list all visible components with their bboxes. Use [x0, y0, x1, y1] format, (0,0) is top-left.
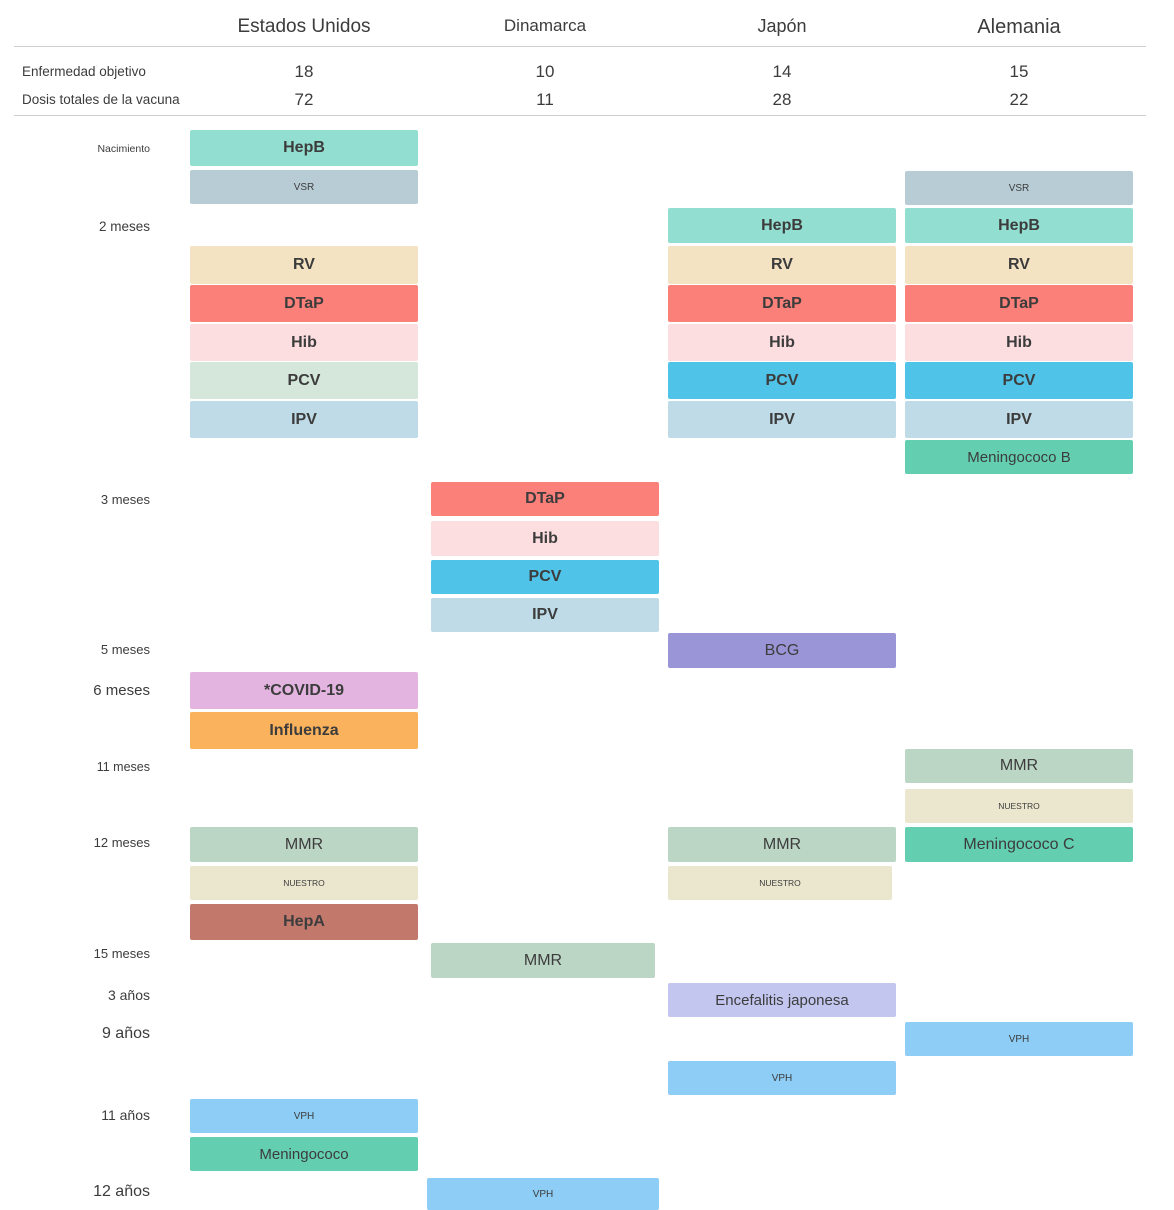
vaccine-bar-us-ipv[interactable]	[190, 401, 418, 438]
vaccine-bar-label: Influenza	[269, 721, 339, 739]
vaccine-bar-jp-pcv[interactable]	[668, 362, 896, 399]
vaccine-bar-label: VPH	[532, 1188, 554, 1200]
age-label-4: 5 meses	[100, 642, 150, 657]
vaccine-bar-jp-ipv[interactable]	[668, 401, 896, 438]
vaccine-bar-label: Encefalitis japonesa	[715, 991, 849, 1009]
vaccine-bar-label: MMR	[762, 835, 802, 853]
summary-value: 15	[1009, 62, 1029, 81]
vaccine-bar-dk-vph[interactable]	[427, 1178, 659, 1210]
vaccine-bar-de-rv[interactable]	[905, 246, 1133, 284]
vaccine-bar-label: DTaP	[284, 294, 324, 312]
age-label-6: 11 meses	[96, 760, 150, 774]
vaccine-bar-label: Meningococo C	[963, 835, 1075, 853]
vaccine-bar-label: DTaP	[999, 294, 1039, 312]
vaccine-bar-us-dtap[interactable]	[190, 285, 418, 322]
vaccine-bar-jp-rv[interactable]	[668, 246, 896, 284]
vaccine-bar-us-pcv[interactable]	[190, 362, 418, 399]
vaccine-bar-de-mmr[interactable]	[905, 749, 1133, 783]
vaccine-bar-jp-mmr[interactable]	[668, 827, 896, 862]
vaccine-bar-label: Hib	[291, 333, 317, 351]
country-header-3: Japón	[757, 16, 807, 36]
vaccine-bar-label: RV	[293, 256, 315, 273]
vaccine-bar-us-vph[interactable]	[190, 1099, 418, 1133]
vaccine-bar-label: HepB	[761, 216, 803, 234]
age-label-10: 9 años	[101, 1025, 150, 1042]
vaccine-bar-label: VPH	[293, 1110, 315, 1122]
vaccine-bar-label: IPV	[769, 410, 795, 428]
vaccine-bar-us-vsr[interactable]	[190, 170, 418, 204]
vaccine-bar-jp-hib[interactable]	[668, 324, 896, 361]
vaccine-bar-label: MMR	[999, 757, 1039, 774]
summary-value: 22	[1009, 90, 1029, 109]
age-label-1: Nacimiento	[97, 143, 150, 155]
vaccine-bar-label: PCV	[528, 568, 562, 585]
vaccine-bar-label: VSR	[1008, 182, 1030, 194]
summary-value: 72	[294, 90, 314, 109]
summary-value: 18	[294, 62, 314, 81]
vaccine-bar-de-pcv[interactable]	[905, 362, 1133, 399]
age-label-11: 11 años	[101, 1107, 150, 1123]
vaccine-bar-label: HepB	[998, 216, 1040, 234]
vaccine-bar-dk-dtap[interactable]	[431, 482, 659, 516]
summary-value: 14	[772, 62, 792, 81]
vaccine-bar-dk-pcv[interactable]	[431, 560, 659, 594]
vaccine-bar-us-hepb[interactable]	[190, 130, 418, 166]
vaccine-bar-de-vph[interactable]	[905, 1022, 1133, 1056]
vaccine-bar-us-hib[interactable]	[190, 324, 418, 361]
vaccine-bar-jp-vph[interactable]	[668, 1061, 896, 1095]
vaccine-bar-label: IPV	[291, 410, 317, 428]
vaccine-bar-de-vsr[interactable]	[905, 171, 1133, 205]
vaccine-bar-jp-encefalitis[interactable]	[668, 983, 896, 1017]
vaccine-bar-label: RV	[1008, 256, 1030, 273]
summary-row-label: Dosis totales de la vacuna	[22, 92, 180, 107]
vaccine-bar-label: Hib	[532, 529, 558, 547]
age-label-9: 3 años	[107, 987, 150, 1003]
summary-value: 11	[536, 90, 554, 109]
vaccine-bar-label: Hib	[1006, 333, 1032, 351]
vaccine-bar-label: PCV	[1002, 371, 1036, 389]
summary-row-label: Enfermedad objetivo	[22, 64, 146, 79]
vaccine-bar-de-hib[interactable]	[905, 324, 1133, 361]
country-header-2: Dinamarca	[503, 16, 587, 35]
age-label-3: 3 meses	[100, 492, 150, 507]
age-label-12: 12 años	[93, 1183, 150, 1200]
vaccine-bar-jp-hepb[interactable]	[668, 208, 896, 243]
vaccine-bar-label: IPV	[1006, 410, 1032, 428]
vaccine-bar-de-meningococo-b[interactable]	[905, 440, 1133, 474]
vaccine-bar-label: Meningococo B	[967, 448, 1071, 466]
age-label-8: 15 meses	[93, 946, 150, 961]
vaccine-bar-de-nuestro[interactable]	[905, 789, 1133, 823]
vaccine-bar-us-covid19[interactable]	[190, 672, 418, 709]
country-header	[0, 8, 1174, 44]
vaccine-bar-label: NUESTRO	[759, 878, 801, 888]
summary-value: 28	[772, 90, 792, 109]
vaccine-bar-label: VPH	[1008, 1033, 1030, 1045]
vaccine-bar-label: NUESTRO	[998, 801, 1040, 811]
vaccine-bar-label: NUESTRO	[283, 878, 325, 888]
vaccine-bar-label: VSR	[293, 181, 315, 193]
vaccine-bar-us-mmr[interactable]	[190, 827, 418, 862]
vaccine-bar-label: MMR	[284, 835, 324, 853]
vaccine-bar-jp-dtap[interactable]	[668, 285, 896, 322]
vaccine-bar-us-meningococo[interactable]	[190, 1137, 418, 1171]
vaccine-bar-us-hepa[interactable]	[190, 904, 418, 940]
vaccine-bar-label: Hib	[769, 333, 795, 351]
vaccine-bar-us-rv[interactable]	[190, 246, 418, 284]
vaccine-bar-de-meningococo-c[interactable]	[905, 827, 1133, 862]
vaccine-bar-de-ipv[interactable]	[905, 401, 1133, 438]
vaccine-bar-jp-bcg[interactable]	[668, 633, 896, 668]
country-header-1: Estados Unidos	[237, 16, 371, 37]
vaccine-bar-label: *COVID-19	[263, 681, 345, 699]
vaccine-bar-label: MMR	[523, 951, 563, 969]
vaccine-bar-label: DTaP	[762, 294, 802, 312]
vaccine-bar-de-dtap[interactable]	[905, 285, 1133, 322]
vaccine-bar-label: PCV	[765, 371, 799, 389]
header-divider-top	[14, 46, 1146, 47]
vaccine-bar-label: IPV	[532, 606, 558, 623]
country-header-4: Alemania	[977, 16, 1061, 38]
vaccine-bar-label: PCV	[287, 371, 321, 389]
vaccine-bar-dk-hib[interactable]	[431, 521, 659, 556]
vaccine-bar-label: DTaP	[525, 490, 565, 507]
vaccine-bar-de-hepb[interactable]	[905, 208, 1133, 243]
age-label-7: 12 meses	[93, 835, 150, 850]
vaccine-bar-us-influenza[interactable]	[190, 712, 418, 749]
vaccine-bar-dk-ipv[interactable]	[431, 598, 659, 632]
vaccine-bar-label: BCG	[764, 641, 800, 659]
vaccine-bar-label: HepA	[283, 913, 325, 930]
summary-value: 10	[535, 62, 555, 81]
vaccine-bar-label: Meningococo	[259, 1145, 349, 1163]
vaccine-bar-jp-nuestro[interactable]	[668, 866, 892, 900]
header-divider-bottom	[14, 115, 1146, 116]
vaccine-bar-label: RV	[771, 256, 793, 273]
age-label-2: 2 meses	[98, 219, 150, 234]
vaccine-bar-label: HepB	[283, 139, 325, 156]
vaccine-bar-label: VPH	[771, 1072, 793, 1084]
vaccine-bar-dk-mmr[interactable]	[431, 943, 655, 978]
age-label-5: 6 meses	[93, 682, 150, 699]
vaccine-bar-us-nuestro[interactable]	[190, 866, 418, 900]
